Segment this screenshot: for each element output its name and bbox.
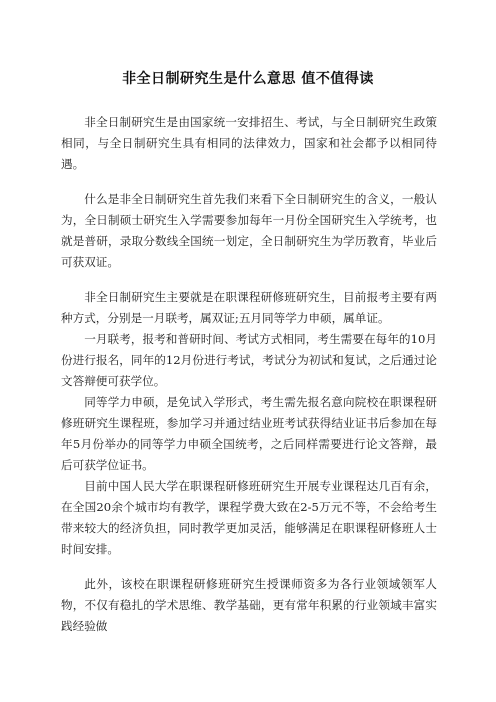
paragraph-types: 非全日制研究生主要就是在职课程研修班研究生，目前报考主要有两种方式，分别是一月联考，属双证;五月同等学力申硕，属单证。 bbox=[61, 290, 437, 325]
document-title: 非全日制研究生是什么意思 值不值得读 bbox=[122, 71, 374, 87]
paragraph-definition: 什么是非全日制研究生首先我们来看下全日制研究生的含义，一般认为，全日制硕士研究生入学需要参加每年一月份全国研究生入学统考，也就是普研，录取分数线全国统一划定，全日制研究生为学历教育，毕业后可获双证。 bbox=[61, 192, 437, 269]
paragraph-faculty: 此外，该校在职课程研修班研究生授课师资多为各行业领域领军人物，不仅有稳扎的学术思维、教学基础，更有常年积累的行业领域丰富实践经验做 bbox=[61, 577, 437, 633]
paragraph-equivalent-degree: 同等学力申硕，是免试入学形式，考生需先报名意向院校在职课程研修班研究生课程班，参加学习并通过结业班考试获得结业证书后参加在每年5月份举办的同等学力申硕全国统考，之后同样需要进行论文答辩，最后可获学位证书。 bbox=[61, 395, 437, 472]
paragraph-renmin-university: 目前中国人民大学在职课程研修班研究生开展专业课程达几百有余，在全国20余个城市均有教学，课程学费大致在2-5万元不等，不会给考生带来较大的经济负担，同时教学更加灵活，能够满足在职课程研修班人士时间安排。 bbox=[61, 479, 437, 556]
paragraph-intro: 非全日制研究生是由国家统一安排招生、考试，与全日制研究生政策相同，与全日制研究生具有相同的法律效力，国家和社会都予以相同待遇。 bbox=[61, 115, 437, 171]
paragraph-january-exam: 一月联考，报考和普研时间、考试方式相同，考生需要在每年的10月份进行报名，同年的12月份进行考试，考试分为初试和复试，之后通过论文答辩便可获学位。 bbox=[61, 332, 437, 388]
document-body bbox=[61, 112, 437, 637]
